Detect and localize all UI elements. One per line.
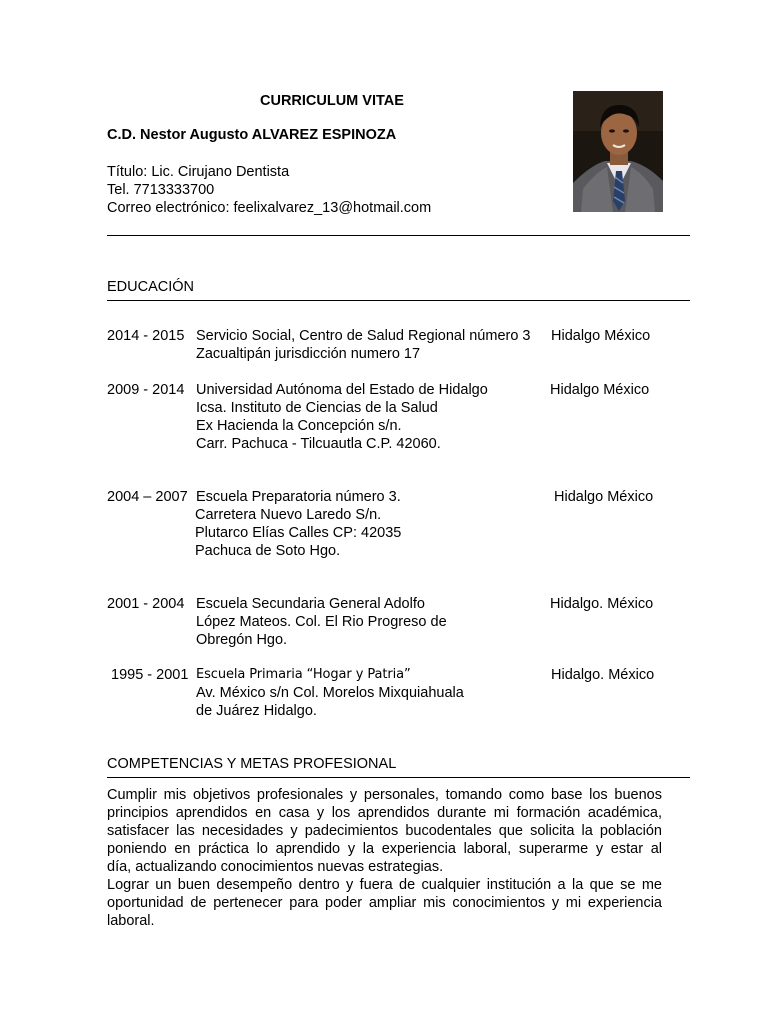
education-institution: Escuela Preparatoria número 3. xyxy=(196,489,401,505)
education-detail: Plutarco Elías Calles CP: 42035 xyxy=(195,525,402,541)
paragraph-line: laboral. xyxy=(107,913,155,929)
header-divider xyxy=(107,235,690,236)
education-detail: López Mateos. Col. El Rio Progreso de xyxy=(196,614,447,630)
education-detail: Av. México s/n Col. Morelos Mixquiahuala xyxy=(196,685,464,701)
education-years: 2004 – 2007 xyxy=(107,489,188,505)
education-location: Hidalgo México xyxy=(551,328,651,344)
paragraph-line: satisfacer las necesidades y padecimientos bucodentales que solicita la población xyxy=(107,823,662,839)
education-detail: Obregón Hgo. xyxy=(196,632,288,648)
education-institution: Escuela Primaria “Hogar y Patria” xyxy=(196,667,411,682)
paragraph-line: día, actualizando conocimientos nuevas estrategias. xyxy=(107,859,444,875)
education-location: Hidalgo. México xyxy=(551,667,655,683)
education-location: Hidalgo. México xyxy=(550,596,654,612)
competencias-divider xyxy=(107,777,690,778)
document-title: CURRICULUM VITAE xyxy=(260,93,404,109)
education-detail: Pachuca de Soto Hgo. xyxy=(195,543,341,559)
education-detail: Carretera Nuevo Laredo S/n. xyxy=(195,507,382,523)
education-institution: Escuela Secundaria General Adolfo xyxy=(196,596,425,612)
competencias-heading: COMPETENCIAS Y METAS PROFESIONAL xyxy=(107,756,397,772)
education-detail: Zacualtipán jurisdicción numero 17 xyxy=(196,346,421,362)
education-divider xyxy=(107,300,690,301)
contact-email: Correo electrónico: feelixalvarez_13@hotmail.com xyxy=(107,200,432,216)
contact-phone: Tel. 7713333700 xyxy=(107,182,215,198)
education-detail: de Juárez Hidalgo. xyxy=(196,703,317,719)
education-detail: Icsa. Instituto de Ciencias de la Salud xyxy=(196,400,438,416)
education-location: Hidalgo México xyxy=(550,382,650,398)
paragraph-line: poniendo en práctica lo aprendido y la experiencia laboral, superarme y estar al xyxy=(107,841,662,857)
contact-title: Título: Lic. Cirujano Dentista xyxy=(107,164,290,180)
education-years: 2014 - 2015 xyxy=(107,328,185,344)
paragraph-line: principios aprendidos en casa y los aprendidos durante mi formación académica, xyxy=(107,805,662,821)
paragraph-line: Lograr un buen desempeño dentro y fuera de cualquier institución a la que se me xyxy=(107,877,662,893)
education-institution: Universidad Autónoma del Estado de Hidalgo xyxy=(196,382,488,398)
competencias-paragraph xyxy=(107,786,662,930)
profile-photo xyxy=(573,91,663,212)
education-location: Hidalgo México xyxy=(554,489,654,505)
education-heading: EDUCACIÓN xyxy=(107,279,195,295)
education-years: 2001 - 2004 xyxy=(107,596,185,612)
education-years: 1995 - 2001 xyxy=(111,667,189,683)
education-years: 2009 - 2014 xyxy=(107,382,185,398)
education-detail: Carr. Pachuca - Tilcuautla C.P. 42060. xyxy=(196,436,441,452)
education-detail: Ex Hacienda la Concepción s/n. xyxy=(196,418,402,434)
paragraph-line: Cumplir mis objetivos profesionales y personales, tomando como base los buenos xyxy=(107,787,662,803)
education-institution: Servicio Social, Centro de Salud Regional número 3 xyxy=(196,328,531,344)
paragraph-line: oportunidad de pertenecer para poder ampliar mis conocimientos y mi experiencia xyxy=(107,895,662,911)
person-name: C.D. Nestor Augusto ALVAREZ ESPINOZA xyxy=(107,127,397,143)
